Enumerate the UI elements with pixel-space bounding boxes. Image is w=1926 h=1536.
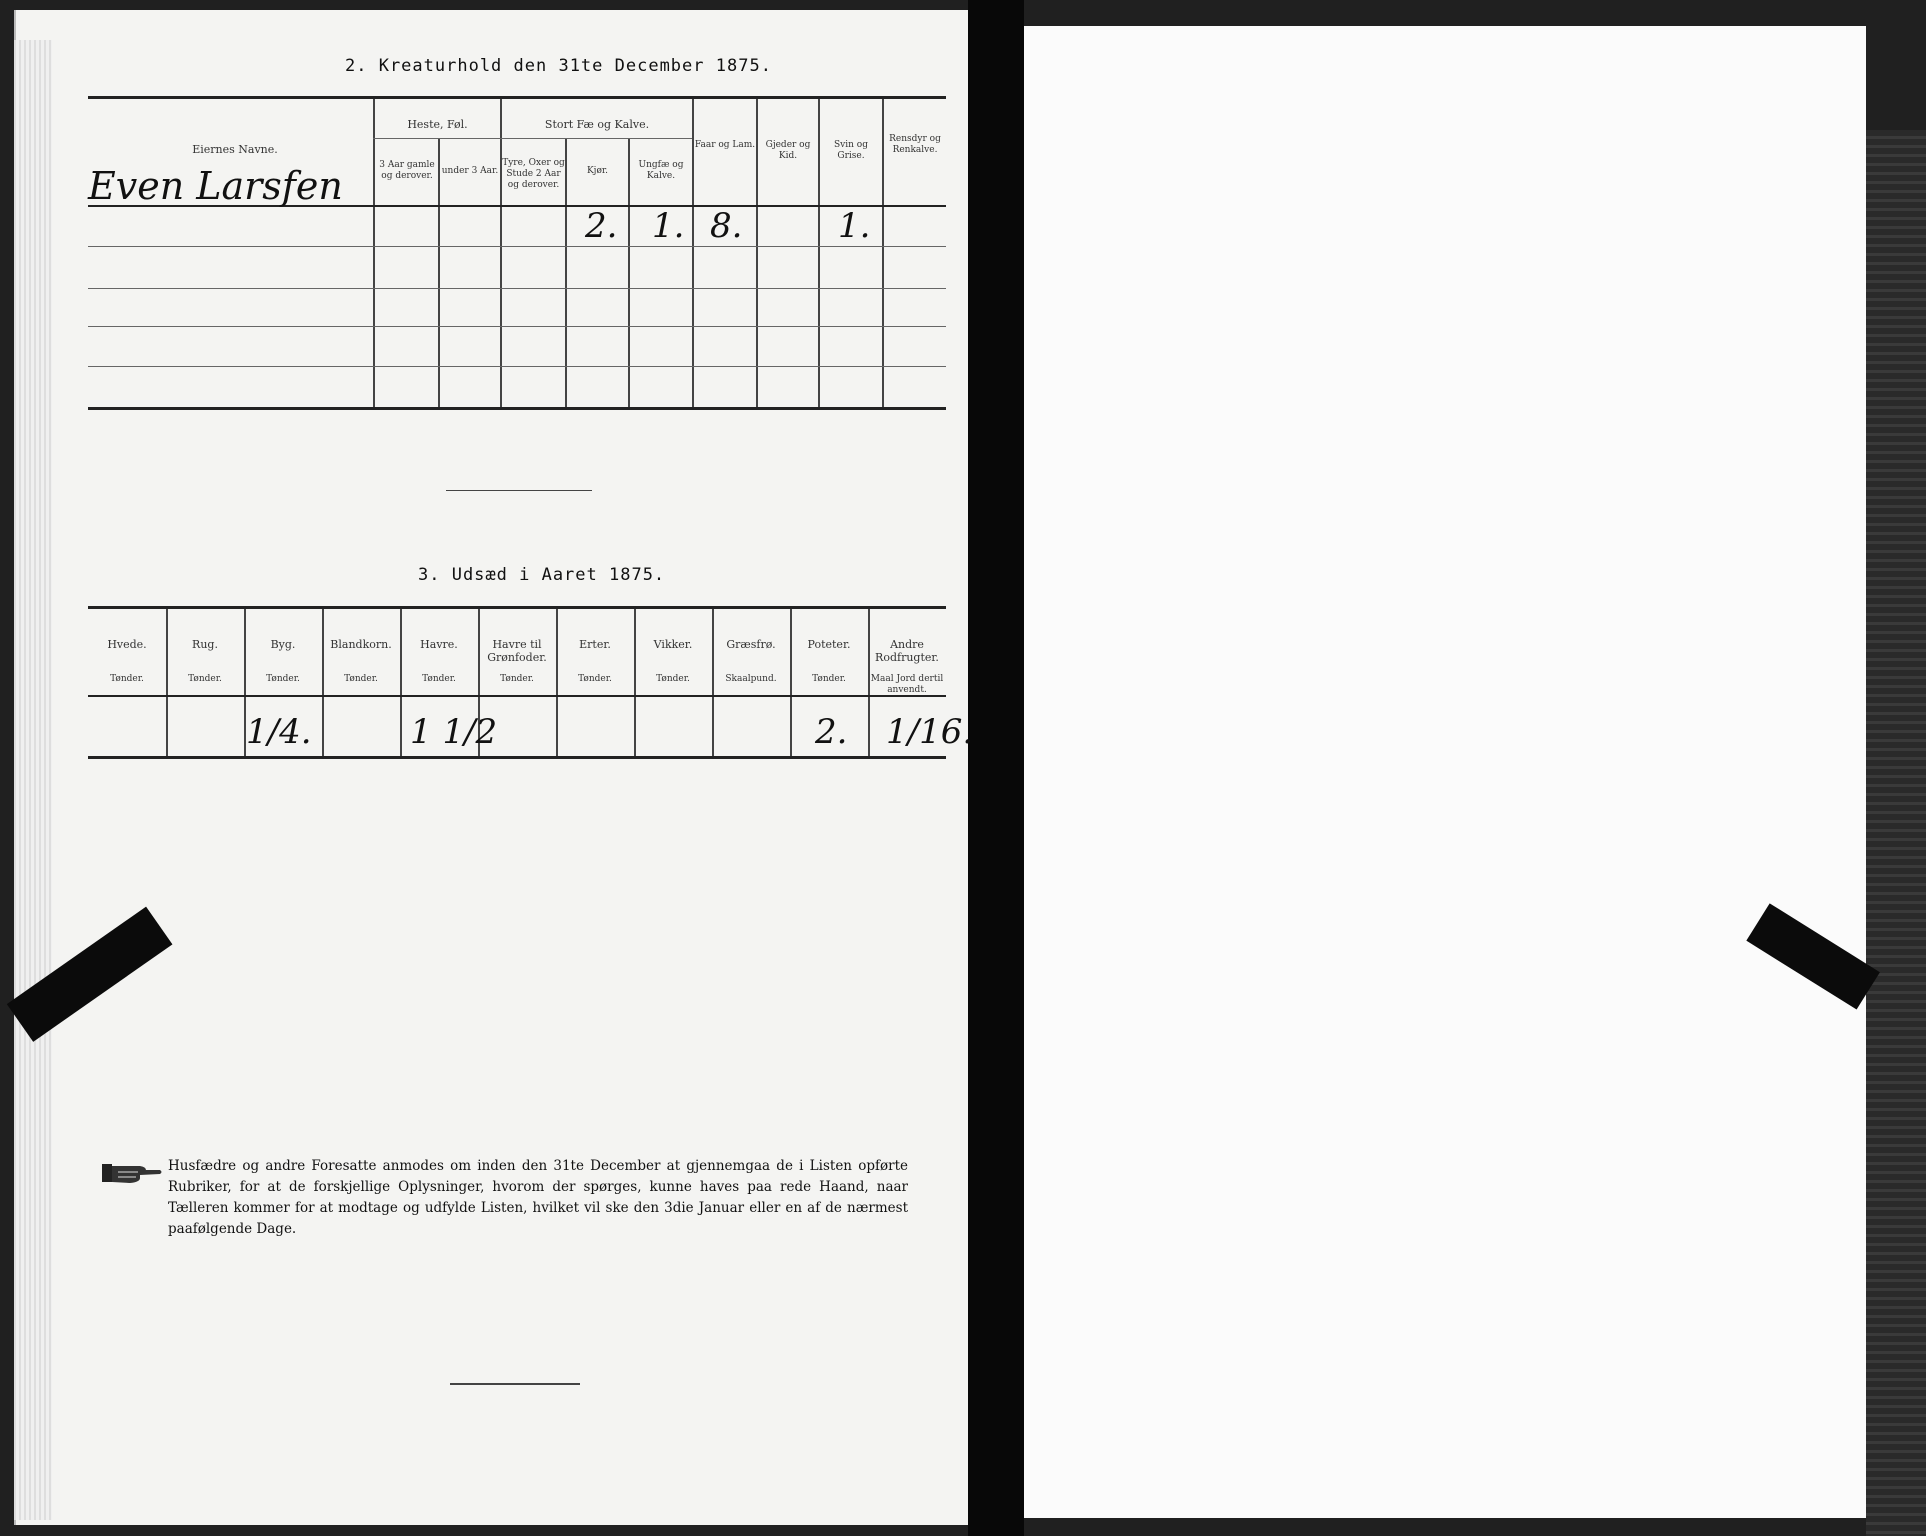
value-faar: 8.: [710, 206, 743, 246]
section3-header-unit: Tønder.: [188, 674, 222, 684]
section2-title: 2. Kreaturhold den 31te December 1875.: [345, 56, 772, 76]
value-havre: 1 1/2: [410, 712, 498, 752]
section3-header-name: Blandkorn.: [330, 638, 392, 651]
section3-header-name: Hvede.: [107, 638, 147, 651]
section3-title: 3. Udsæd i Aaret 1875.: [418, 565, 666, 585]
value-byg: 1/4.: [246, 712, 312, 752]
header-heste-under3: under 3 Aar.: [441, 166, 499, 176]
notice-text: Husfædre og andre Foresatte anmodes om inden den 31te December at gjennemgaa de i Listen opførte Rubriker, for at de forskjellige Oplysninger, hvorom der spørges, kunne haves paa rede Haand, naar Tælleren kommer for at modtage og udfylde Listen, hvilket vil ske den 3die Januar eller en af de nærmest paafølgende Dage.: [168, 1158, 908, 1237]
section3-header-name: Havre til Grønfoder.: [487, 638, 547, 664]
left-page: [14, 10, 968, 1525]
section2-bottom-rule: [88, 407, 946, 410]
section3-header-unit: Maal Jord dertil anvendt.: [870, 674, 944, 695]
section3-header-unit: Tønder.: [656, 674, 690, 684]
section3-header-unit: Tønder.: [110, 674, 144, 684]
row-rule: [88, 366, 946, 367]
section3-header-rule: [88, 695, 946, 697]
header-faar: Faar og Lam.: [694, 140, 756, 150]
header-kjor: Kjør.: [586, 166, 609, 176]
row-rule: [88, 288, 946, 289]
book-gutter: [968, 0, 1024, 1536]
section3-header-name: Græsfrø.: [726, 638, 776, 651]
value-andre-rodfrugter: 1/16.: [886, 712, 974, 752]
section3-header-name: Andre Rodfrugter.: [875, 638, 939, 664]
section3-header-name: Rug.: [192, 638, 218, 651]
section3-header-name: Erter.: [579, 638, 611, 651]
section3-bottom-rule: [88, 756, 946, 759]
section3-header-name: Vikker.: [653, 638, 693, 651]
section3-header-name: Havre.: [420, 638, 458, 651]
header-gjeder: Gjeder og Kid.: [765, 140, 811, 161]
header-stort-fae: Stort Fæ og Kalve.: [544, 118, 650, 131]
header-rensdyr: Rensdyr og Renkalve.: [889, 134, 941, 155]
col-divider: [438, 138, 440, 409]
value-kjor: 2.: [585, 206, 618, 246]
value-ungfae: 1.: [652, 206, 685, 246]
section3-header-unit: Tønder.: [344, 674, 378, 684]
section3-header-unit: Tønder.: [266, 674, 300, 684]
section3-header-name: Byg.: [270, 638, 296, 651]
owner-name: Even Larsfen: [88, 164, 343, 208]
value-poteter: 2.: [815, 712, 848, 752]
col-divider: [565, 138, 567, 409]
separator-bottom: [450, 1383, 580, 1385]
section3-header-unit: Tønder.: [500, 674, 534, 684]
section3-header-unit: Tønder.: [578, 674, 612, 684]
section3-header-unit: Skaalpund.: [725, 674, 777, 684]
section3-header-unit: Tønder.: [422, 674, 456, 684]
header-tyre: Tyre, Oxer og Stude 2 Aar og derover.: [502, 158, 565, 190]
header-ungfae: Ungfæ og Kalve.: [638, 160, 684, 181]
right-page-blank: [1024, 26, 1866, 1518]
value-svin: 1.: [838, 206, 871, 246]
section3-top-rule: [88, 606, 946, 609]
section3-header-name: Poteter.: [807, 638, 851, 651]
row-rule: [88, 326, 946, 327]
left-page-edge: [14, 40, 52, 1520]
header-owner: Eiernes Navne.: [192, 143, 278, 156]
right-page-edge: [1866, 130, 1926, 1536]
col-divider: [373, 99, 375, 409]
col-divider: [500, 99, 502, 409]
group-rule: [373, 138, 692, 139]
header-heste: Heste, Føl.: [407, 118, 468, 131]
row-rule: [88, 246, 946, 247]
section3-header-unit: Tønder.: [812, 674, 846, 684]
pointing-hand-icon: [100, 1158, 164, 1192]
header-heste-over3: 3 Aar gamle og derover.: [379, 160, 435, 181]
separator: [446, 490, 592, 491]
header-svin: Svin og Grise.: [834, 140, 868, 161]
